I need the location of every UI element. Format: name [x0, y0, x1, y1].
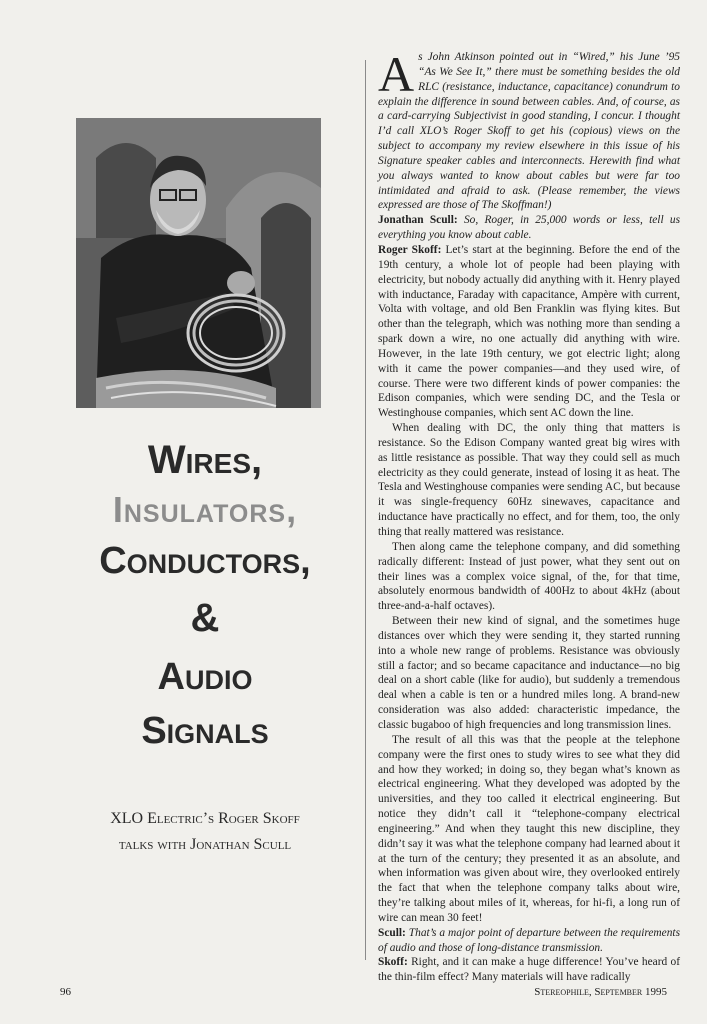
body-paragraph — [378, 421, 680, 540]
intro-text: s John Atkinson pointed out in “Wired,” his June ’95 “As We See It,” there must be something besides the old RLC (resistance, inductance, capacitance) conundrum to explain the difference in sound between cables. And, of course, as a card-carrying Subjectivist in good standing, I concur. I thought I’d call XLO’s Roger Skoff to get his (copious) views on the subject to accompany my review elsewhere in this issue of his Signature speaker cables and interconnects. Herewith find what you always wanted to know about cables but were far too intimidated and afraid to ask. (Please remember, the views expressed are those of The Skoffman!) — [378, 51, 680, 212]
byline — [40, 806, 370, 858]
author-photo — [76, 118, 321, 408]
paragraph-text: Then along came the telephone company, and did something radically different: Instead of just power, what they sent out on their lines was a complex voice signal, of the, for that time, absolutely enormous bandwidth of 400Hz to about 4kHz (about three-and-a-half octaves). — [378, 540, 680, 613]
headline-line-wires: Wires, — [147, 438, 263, 482]
headline-line-ampersand: & — [190, 596, 220, 640]
article-text-column — [378, 46, 681, 985]
byline-line-1: XLO Electric’s Roger Skoff — [110, 810, 300, 827]
running-foot: Stereophile, September 1995 — [534, 986, 667, 998]
intro-paragraph — [378, 46, 680, 213]
paragraph-text: Right, and it can make a huge difference! You’ve heard of the thin-film effect? Many materials will have radically — [378, 956, 680, 984]
headline-line-insulators: Insulators, — [112, 489, 298, 530]
article-headline — [40, 440, 370, 766]
headline-line-signals: Signals — [141, 710, 269, 752]
body-paragraph — [378, 540, 680, 614]
body-paragraph — [378, 614, 680, 733]
paragraph-text: Between their new kind of signal, and the sometimes huge distances over which they were sending it, they started running into a whole new range of problems. Resistance was obviously still a factor; and so became capacitance and inductance—no big deal on a short cable (like for audio), but suddenly a tremendous deal when a cable is ten or a hundred miles long. A brand-new consideration was also added: characteristic impedance, the classic bugaboo of high frequencies and long transmission lines. — [378, 615, 680, 731]
body-paragraph — [378, 955, 680, 985]
paragraph-text: Let’s start at the beginning. Before the end of the 19th century, a whole lot of people had been playing with electricity, but nobody actually did anything with it. Henry played with inductance, Faraday with capacitance, Ampère with current, Volta with voltage, and old Ben Franklin was flying kites. But other than the telegraph, which was nothing more than sending a spark down a wire, no one actually did anything with wire. However, in the late 19th century, we got electric light; along with it came the power companies—and they used wire, of course. There were two different kinds of power companies: the Edison companies, which were sending DC, and the Tesla or Westinghouse companies, which sent AC down the line. — [378, 243, 680, 420]
headline-line-conductors: Conductors, — [99, 540, 311, 582]
drop-cap: A — [378, 46, 415, 102]
body-paragraph — [378, 926, 680, 956]
paragraph-text: The result of all this was that the people at the telephone company were the first ones to study wires to see what they did and how they worked; in doing so, they began what’s known as electrical engineering. What they developed was adopted by the universities, and they too called it electrical engineering. But notice they didn’t call it “telephone-company electrical engineering.” And when they taught this new discipline, they didn’t say it was what the telephone company had learned about it at the turn of the century; they presented it as an absolute, and when information was given about wire, they overlooked entirely the fact that when the telephone company talks about wire, they’re talking about miles of it, whereas, for hi-fi, a long run of wire can mean 30 feet! — [378, 733, 680, 924]
speaker-label: Jonathan Scull: — [378, 214, 458, 227]
column-divider — [365, 60, 366, 960]
page-number: 96 — [60, 986, 71, 998]
byline-line-2: talks with Jonathan Scull — [118, 836, 292, 853]
body-paragraph — [378, 213, 680, 243]
paragraph-text: So, Roger, in 25,000 words or less, tell us everything you know about cable. — [378, 214, 680, 242]
speaker-label: Roger Skoff: — [378, 243, 442, 256]
body-paragraph — [378, 243, 680, 421]
paragraph-text: That’s a major point of departure between the requirements of audio and those of long-distance transmission. — [378, 926, 681, 954]
speaker-label: Scull: — [378, 926, 406, 939]
body-paragraph — [378, 733, 680, 926]
paragraph-text: When dealing with DC, the only thing that matters is resistance. So the Edison Company wanted great big wires with as little resistance as possible. That way they could sell as much electricity as they could generate, instead of losing it as heat. The Tesla and Westinghouse companies were sending AC, but because it was single-frequency 60Hz sinewaves, capacitance and inductance have practically no effect, and for them, too, the only thing that really mattered was resistance. — [378, 422, 680, 538]
speaker-label: Skoff: — [378, 956, 408, 969]
headline-line-audio: Audio — [157, 656, 253, 698]
interview-body — [378, 213, 680, 985]
